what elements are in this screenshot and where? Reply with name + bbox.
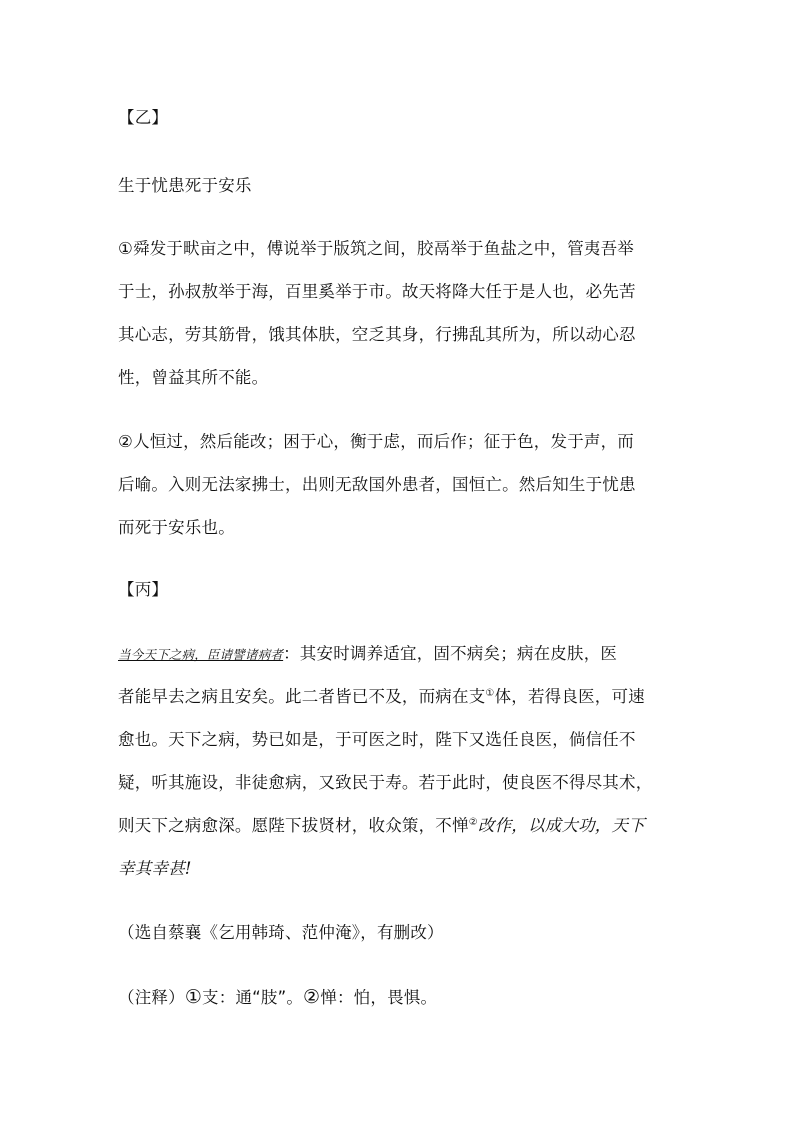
paragraph-1-line: 性，曾益其所不能。 (118, 368, 269, 387)
footnote-ref-1: ① (485, 688, 495, 699)
paragraph-1-line: 其心志，劳其筋骨，饿其体肤，空乏其身，行拂乱其所为，所以动心忍 (118, 325, 636, 344)
section-yi-heading: 【乙】 (118, 108, 169, 127)
paragraph-3-line (118, 814, 645, 838)
footnote-ref-2: ② (468, 817, 478, 828)
section-bing-heading: 【丙】 (118, 580, 169, 599)
paragraph-3-line: 疑，听其施设，非徒愈病，又致民于寿。若于此时，使良医不得尽其术， (118, 773, 653, 792)
paragraph-2-line: ②人恒过，然后能改；困于心，衡于虑，而后作；征于色，发于声，而 (118, 432, 634, 451)
line-text: 者能早去之病且安矣。此二者皆已不及，而病在支 (118, 687, 486, 706)
annotation (118, 985, 437, 1010)
note-2-number: ② (303, 986, 321, 1008)
paragraph-2-line: 而死于安乐也。 (118, 518, 235, 537)
line-text-styled: 改作，以成大功，天下 (477, 816, 645, 835)
line-text: ：其安时调养适宜，固不病矣；病在皮肤，医 (283, 644, 618, 663)
note-1-number: ① (184, 986, 203, 1008)
line-text: 体，若得良医，可速 (494, 687, 645, 706)
passage-title: 生于忧患死于安乐 (118, 176, 252, 195)
line-text: 则天下之病愈深。愿陛下拔贤材，收众策，不惮 (118, 816, 469, 835)
paragraph-2-line: 后喻。入则无法家拂士，出则无敌国外患者，国恒亡。然后知生于忧患 (118, 475, 636, 494)
paragraph-3-line (118, 685, 645, 709)
note-2-text: 惮：怕，畏惧。 (320, 988, 438, 1007)
source-citation: （选自蔡襄《乞用韩琦、范仲淹》，有删改） (118, 923, 444, 942)
paragraph-1-line: ①舜发于畎亩之中，傅说举于版筑之间，胶鬲举于鱼盐之中，管夷吾举 (118, 239, 634, 258)
underlined-phrase: 当今天下之病，臣请譬诸病者 (118, 647, 284, 662)
paragraph-1-line: 于士，孙叔敖举于海，百里奚举于市。故天将降大任于是人也，必先苦 (118, 282, 636, 301)
paragraph-3-line: 幸其幸甚! (118, 859, 192, 878)
annotation-label: （注释） (118, 988, 185, 1007)
paragraph-3-line (118, 642, 617, 667)
note-1-text: 支：通“肢”。 (202, 988, 304, 1007)
paragraph-3-line: 愈也。天下之病，势已如是，于可医之时，陛下又选任良医，倘信任不 (118, 730, 636, 749)
